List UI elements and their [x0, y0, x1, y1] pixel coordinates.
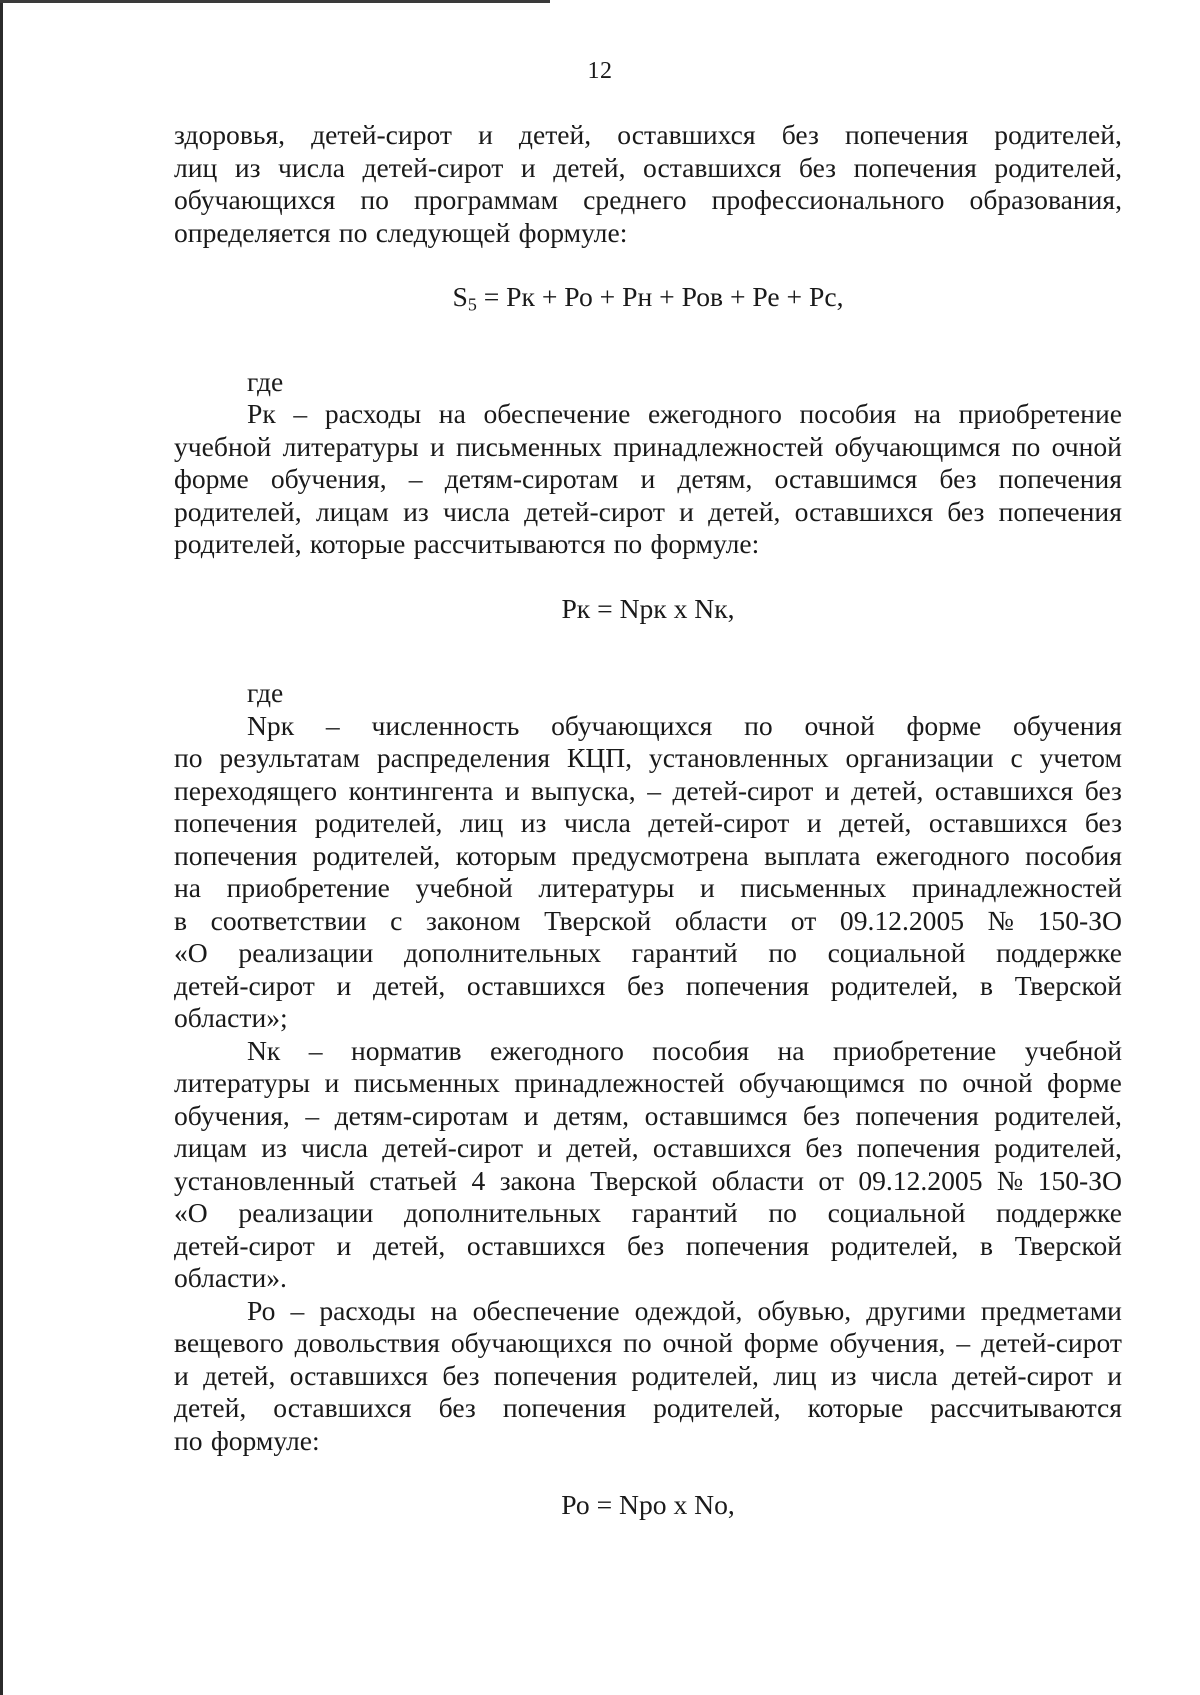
formula-s5-rhs: = Рк + Ро + Рн + Ров + Ре + Рс, [476, 281, 844, 312]
page-number: 12 [587, 58, 613, 84]
paragraph-nrk [174, 710, 1122, 1035]
paragraph-nk [174, 1035, 1122, 1295]
text-line: на приобретение учебной литературы и письменных принадлежностей [174, 872, 1122, 903]
formula-s5-subscript: 5 [467, 294, 477, 315]
text-line: учебной литературы и письменных принадлежностей обучающимся по очной [174, 430, 1122, 462]
text-line: родителей, лицам из числа детей-сирот и детей, оставшихся без попечения [174, 495, 1122, 527]
text-line: по формуле: [174, 1424, 320, 1456]
text-line: детей-сирот и детей, оставшихся без попечения родителей, в Тверской [174, 1229, 1122, 1261]
scan-edge-top [0, 0, 550, 3]
text-line: форме обучения, – детям-сиротам и детям, оставшимся без попечения [174, 463, 1122, 494]
formula-rk: Рк = Nрк x Nк, [561, 592, 735, 624]
scan-edge-left [0, 0, 3, 1695]
text-line: по результатам распределения КЦП, установленных организации с учетом [174, 742, 1122, 773]
text-line: Nрк – численность обучающихся по очной форме обучения [247, 709, 1122, 741]
text-line: Nк – норматив ежегодного пособия на приобретение учебной [247, 1034, 1122, 1066]
paragraph-ro [174, 1295, 1122, 1458]
text-line: определяется по следующей формуле: [174, 216, 628, 248]
text-line: родителей, которые рассчитываются по формуле: [174, 528, 760, 559]
document-body [174, 119, 1122, 1522]
text-line: и детей, оставшихся без попечения родителей, лиц из числа детей-сирот и [174, 1359, 1122, 1391]
where-label-1: где [247, 365, 284, 397]
text-line: области»; [174, 1002, 288, 1033]
text-line: вещевого довольствия обучающихся по очной форме обучения, – детей-сирот [174, 1327, 1122, 1358]
paragraph-rk [174, 398, 1122, 561]
formula-s5 [174, 281, 1122, 314]
text-line: «О реализации дополнительных гарантий по социальной поддержке [174, 937, 1122, 968]
text-line: попечения родителей, которым предусмотрена выплата ежегодного пособия [174, 839, 1122, 871]
paragraph-intro [174, 119, 1122, 249]
text-line: попечения родителей, лиц из числа детей-сирот и детей, оставшихся без [174, 807, 1122, 838]
text-line: детей, оставшихся без попечения родителей, которые рассчитываются [174, 1392, 1122, 1423]
text-line: Ро – расходы на обеспечение одеждой, обувью, другими предметами [247, 1294, 1122, 1326]
text-line: переходящего контингента и выпуска, – детей-сирот и детей, оставшихся без [174, 774, 1122, 806]
text-line: установленный статьей 4 закона Тверской области от 09.12.2005 № 150-ЗО [174, 1164, 1122, 1196]
text-line: лиц из числа детей-сирот и детей, оставшихся без попечения родителей, [174, 151, 1122, 183]
text-line: литературы и письменных принадлежностей обучающимся по очной форме [174, 1067, 1122, 1098]
text-line: лицам из числа детей-сирот и детей, оставшихся без попечения родителей, [174, 1132, 1122, 1163]
text-line: «О реализации дополнительных гарантий по социальной поддержке [174, 1197, 1122, 1228]
text-line: детей-сирот и детей, оставшихся без попечения родителей, в Тверской [174, 969, 1122, 1001]
text-line: здоровья, детей-сирот и детей, оставшихся без попечения родителей, [174, 119, 1122, 150]
where-label-2: где [247, 677, 284, 708]
formula-ro: Ро = Nро x Nо, [561, 1489, 735, 1520]
text-line: области». [174, 1262, 287, 1293]
text-line: в соответствии с законом Тверской области от 09.12.2005 № 150-ЗО [174, 904, 1122, 936]
formula-s5-lhs: S [452, 281, 468, 312]
text-line: обучающихся по программам среднего профессионального образования, [174, 184, 1122, 215]
text-line: обучения, – детям-сиротам и детям, оставшимся без попечения родителей, [174, 1099, 1122, 1131]
text-line: Рк – расходы на обеспечение ежегодного пособия на приобретение [247, 398, 1122, 429]
